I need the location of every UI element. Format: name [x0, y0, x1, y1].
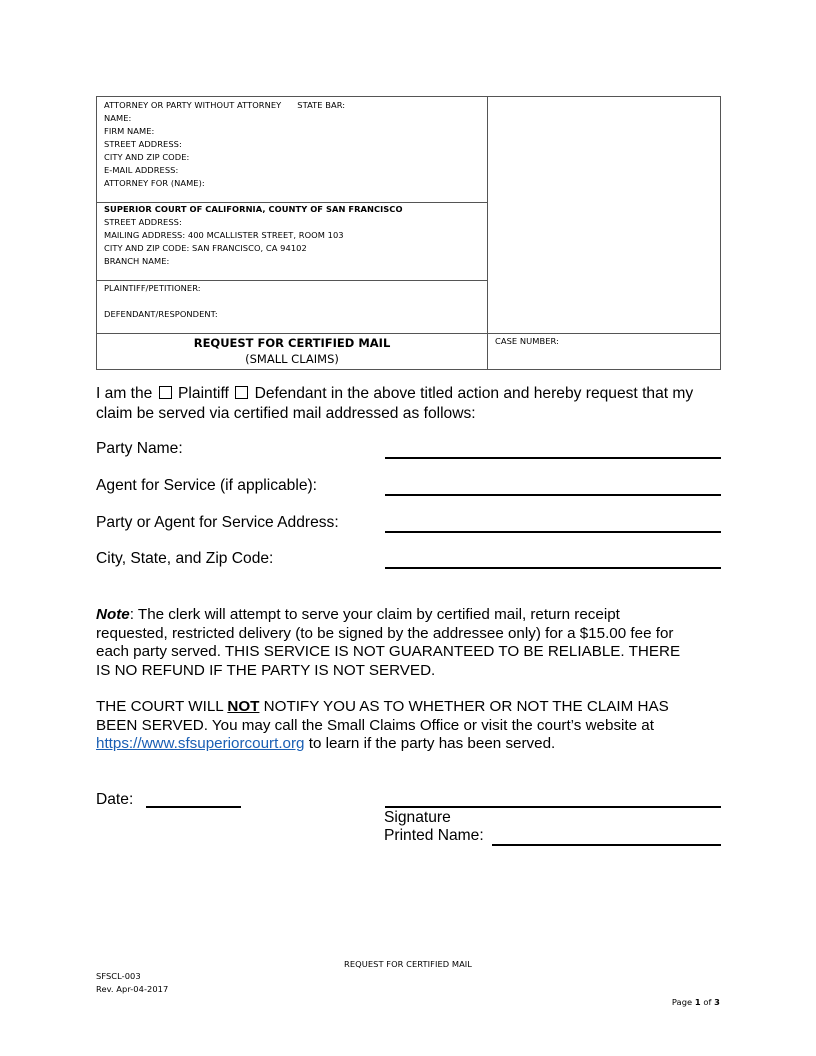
agent-for-service-input[interactable] — [385, 494, 721, 496]
state-bar-label: STATE BAR: — [297, 100, 346, 110]
footer-form-title: REQUEST FOR CERTIFIED MAIL — [344, 959, 472, 969]
page-number — [672, 996, 720, 1009]
printed-name-label: Printed Name: — [384, 827, 484, 844]
date-label: Date: — [96, 791, 134, 808]
intro-line-2: claim be served via certified mail addressed as follows: — [96, 405, 476, 422]
attorney-label: ATTORNEY OR PARTY WITHOUT ATTORNEY — [104, 100, 282, 110]
party-name-input[interactable] — [385, 457, 721, 459]
attorney-for-label: ATTORNEY FOR (NAME): — [104, 178, 205, 188]
form-subtitle: (SMALL CLAIMS) — [245, 352, 339, 366]
street-address-label: STREET ADDRESS: — [104, 139, 182, 149]
notify-line-3b: to learn if the party has been served. — [304, 735, 556, 752]
agent-for-service-label: Agent for Service (if applicable): — [96, 477, 318, 494]
notify-not-emphasis: NOT — [227, 698, 260, 715]
defendant-label: DEFENDANT/RESPONDENT: — [104, 309, 218, 319]
note-line-4: IS NO REFUND IF THE PARTY IS NOT SERVED. — [96, 661, 436, 679]
caption-box — [96, 96, 721, 370]
court-city-zip: CITY AND ZIP CODE: SAN FRANCISCO, CA 94102 — [104, 243, 307, 253]
city-zip-label: CITY AND ZIP CODE: — [104, 152, 190, 162]
court-street-address: STREET ADDRESS: — [104, 217, 182, 227]
parties-block — [104, 282, 218, 321]
intro-lead: I am the — [96, 385, 153, 402]
party-name-label: Party Name: — [96, 440, 183, 457]
defendant-checkbox[interactable] — [235, 386, 248, 399]
form-id: SFSCL-003 — [96, 971, 141, 981]
page-of: of — [700, 997, 715, 1007]
notify-line-1b: NOTIFY YOU AS TO WHETHER OR NOT THE CLAIM HAS — [259, 698, 669, 715]
form-title-cell — [97, 335, 487, 367]
note-line-3: each party served. THIS SERVICE IS NOT GUARANTEED TO BE RELIABLE. THERE — [96, 643, 681, 660]
plaintiff-label: PLAINTIFF/PETITIONER: — [104, 283, 201, 293]
city-state-zip-label: City, State, and Zip Code: — [96, 550, 274, 567]
notify-line-2b: or visit the court’s website at — [459, 716, 654, 734]
signature-label: Signature — [384, 809, 451, 826]
page-total: 3 — [714, 997, 720, 1007]
form-title: REQUEST FOR CERTIFIED MAIL — [193, 336, 391, 350]
caption-divider-3 — [97, 333, 720, 334]
address-label: Party or Agent for Service Address: — [96, 514, 339, 531]
address-input[interactable] — [385, 531, 721, 533]
form-revision: Rev. Apr-04-2017 — [96, 984, 169, 994]
notify-line-1a: THE COURT WILL — [96, 698, 228, 715]
case-number-label: CASE NUMBER: — [495, 336, 559, 346]
caption-vertical-divider — [487, 97, 488, 369]
plaintiff-checkbox[interactable] — [159, 386, 172, 399]
notify-line-2a: BEEN SERVED. You may call the Small Claims Office — [96, 716, 460, 734]
firm-name-label: FIRM NAME: — [104, 126, 155, 136]
email-label: E-MAIL ADDRESS: — [104, 165, 179, 175]
page-current: 1 — [694, 997, 701, 1007]
page-prefix: Page — [671, 997, 695, 1007]
note-label: Note — [96, 606, 130, 623]
date-input[interactable] — [146, 806, 241, 808]
court-name: SUPERIOR COURT OF CALIFORNIA, COUNTY OF SAN FRANCISCO — [104, 204, 403, 214]
footer-form-info — [96, 970, 168, 996]
note-line-2: requested, restricted delivery (to be signed by the addressee only) for a $15.00 fee for — [96, 624, 674, 642]
attorney-block — [104, 99, 345, 190]
court-block — [104, 203, 403, 268]
caption-divider-2 — [97, 280, 487, 281]
plaintiff-option-label: Plaintiff — [178, 385, 229, 402]
name-label: NAME: — [104, 113, 132, 123]
court-mailing-address: MAILING ADDRESS: 400 MCALLISTER STREET, ROOM 103 — [104, 230, 344, 240]
printed-name-input[interactable] — [492, 844, 721, 846]
court-website-link[interactable]: https://www.sfsuperiorcourt.org — [96, 735, 305, 752]
city-state-zip-input[interactable] — [385, 567, 721, 569]
defendant-option-label: Defendant in the above titled action and hereby request that my — [254, 385, 694, 402]
note-paragraph — [96, 606, 726, 680]
notify-paragraph — [96, 698, 726, 754]
note-line-1: : The clerk will attempt to serve your claim by certified mail, return receipt — [129, 606, 620, 623]
court-branch-name: BRANCH NAME: — [104, 256, 170, 266]
intro-line-1 — [96, 384, 693, 403]
